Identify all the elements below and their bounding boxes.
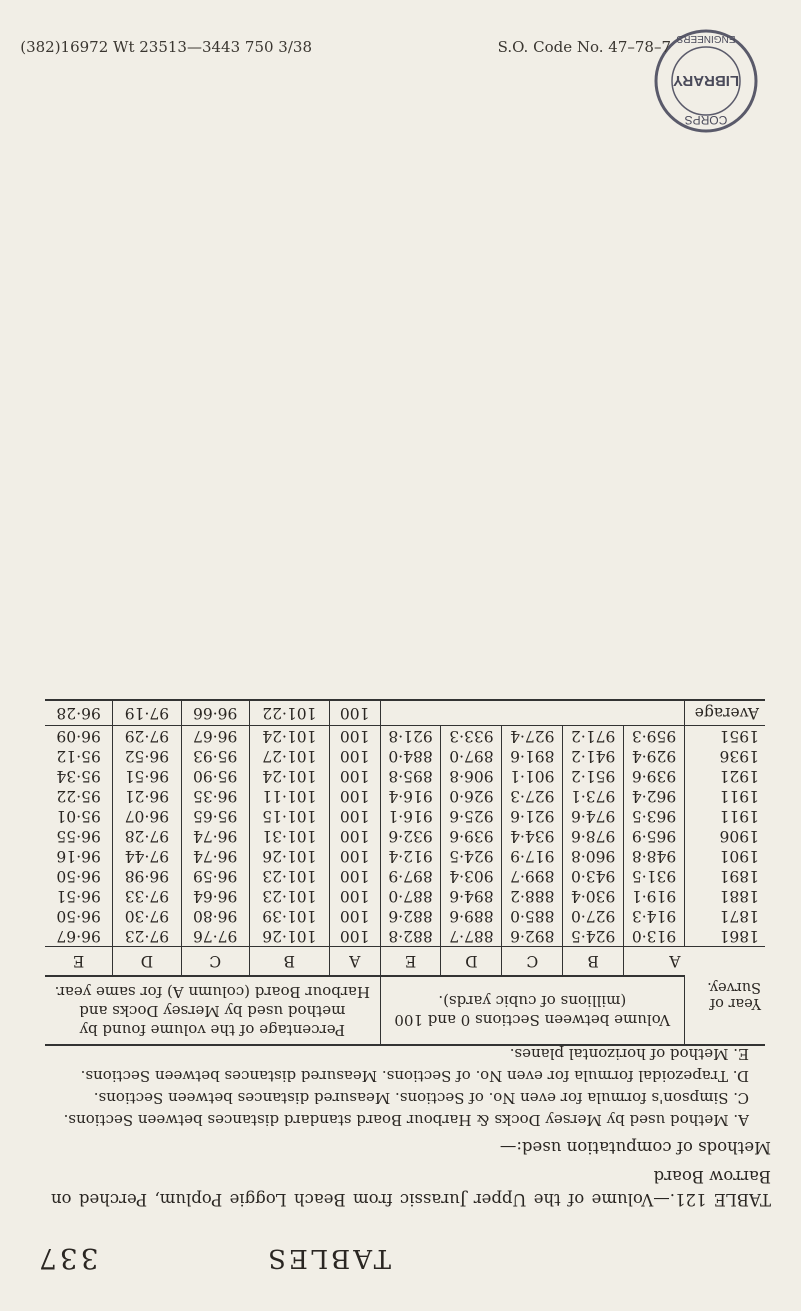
cell-volume: 887·7 <box>441 926 502 947</box>
method-e: E. Method of horizontal planes. <box>509 1045 749 1063</box>
cell-percent: 100 <box>329 866 380 886</box>
cell-volume: 926·0 <box>441 786 502 806</box>
cell-percent: 95·90 <box>181 766 249 786</box>
table-row <box>45 806 765 826</box>
cell-volume: 889·6 <box>441 906 502 926</box>
col-head-volume-c: C <box>502 947 563 977</box>
cell-percent: 96·09 <box>45 726 113 747</box>
cell-percent: 96·64 <box>181 886 249 906</box>
cell-percent: 96·51 <box>45 886 113 906</box>
cell-volume: 978·6 <box>563 826 624 846</box>
cell-percent: 100 <box>329 906 380 926</box>
cell-percent: 96·35 <box>181 786 249 806</box>
cell-volume: 888·2 <box>502 886 563 906</box>
cell-year: 1891 <box>719 867 759 885</box>
cell-percent: 95·22 <box>45 786 113 806</box>
cell-volume: 916·1 <box>380 806 441 826</box>
cell-year: 1921 <box>719 767 759 785</box>
cell-volume: 903·4 <box>441 866 502 886</box>
cell-year: 1911 <box>719 787 759 805</box>
cell-volume: 882·8 <box>380 926 441 947</box>
col-head-volume-d: D <box>441 947 502 977</box>
side-code: S.O. Code No. 47–78–7 <box>497 38 671 56</box>
col-head-volume-a: A <box>624 947 685 977</box>
cell-percent: 96·74 <box>181 826 249 846</box>
col-head-volume: Volume between Sections 0 and 100 (millions of cubic yards). <box>380 976 684 1045</box>
cell-percent: 101·23 <box>249 866 329 886</box>
cell-volume: 933·3 <box>441 726 502 747</box>
cell-volume: 965·9 <box>624 826 685 846</box>
cell-volume: 917·9 <box>502 846 563 866</box>
stamp-bottom-text: ENGINEERS <box>676 33 736 44</box>
cell-volume: 921·8 <box>380 726 441 747</box>
cell-percent: 101·27 <box>249 746 329 766</box>
cell-percent: 97·76 <box>181 926 249 947</box>
cell-percent: 97·44 <box>113 846 181 866</box>
cell-percent: 95·12 <box>45 746 113 766</box>
cell-volume: 894·6 <box>441 886 502 906</box>
cell-volume: 916·4 <box>380 786 441 806</box>
cell-volume: 901·1 <box>502 766 563 786</box>
average-blank <box>380 700 684 726</box>
cell-volume: 929·4 <box>624 746 685 766</box>
cell-percent: 97·23 <box>113 926 181 947</box>
cell-volume: 934·4 <box>502 826 563 846</box>
cell-volume: 963·5 <box>624 806 685 826</box>
col-head-volume-e: E <box>380 947 441 977</box>
cell-percent: 96·67 <box>181 726 249 747</box>
cell-volume: 914·3 <box>624 906 685 926</box>
table-row <box>45 786 765 806</box>
sub-header-row <box>45 947 765 977</box>
average-row <box>45 700 765 726</box>
cell-percent: 96·98 <box>113 866 181 886</box>
cell-percent: 100 <box>329 926 380 947</box>
cell-volume: 924·5 <box>563 926 624 947</box>
table-row <box>45 746 765 766</box>
method-c: C. Simpson's formula for even No. of Sections. Measured distances between Sections. <box>93 1089 749 1107</box>
page-number: 337 <box>36 1242 99 1275</box>
cell-volume: 884·0 <box>380 746 441 766</box>
cell-percent: 96·16 <box>45 846 113 866</box>
caption-methods-heading: Methods of computation used:— <box>499 1138 771 1157</box>
cell-percent: 100 <box>329 806 380 826</box>
cell-volume: 973·1 <box>563 786 624 806</box>
method-a: A. Method used by Mersey Docks & Harbour Board standard distances between Sections. <box>63 1111 749 1129</box>
caption-title: TABLE 121.—Volume of the Upper Jurassic from Beach Loggie Poplum, Perched on Barrow Board <box>51 1167 771 1209</box>
col-head-percent-c: C <box>181 947 249 977</box>
average-label: Average <box>684 700 765 726</box>
cell-percent: 100 <box>329 886 380 906</box>
cell-percent: 97·30 <box>113 906 181 926</box>
cell-percent: 101·11 <box>249 786 329 806</box>
col-head-percent-d: D <box>113 947 181 977</box>
cell-year: 1871 <box>719 907 759 925</box>
cell-average: 96·66 <box>181 700 249 726</box>
cell-percent: 100 <box>329 786 380 806</box>
cell-percent: 100 <box>329 746 380 766</box>
cell-percent: 95·01 <box>45 806 113 826</box>
cell-percent: 96·51 <box>113 766 181 786</box>
cell-average: 97·19 <box>113 700 181 726</box>
cell-percent: 96·67 <box>45 926 113 947</box>
table-row <box>45 726 765 747</box>
cell-volume: 943·0 <box>563 866 624 886</box>
cell-percent: 96·52 <box>113 746 181 766</box>
cell-percent: 101·15 <box>249 806 329 826</box>
method-d: D. Trapezoidal formula for even No. of Sections. Measured distances between Sections. <box>80 1067 749 1085</box>
cell-volume: 925·6 <box>441 806 502 826</box>
cell-volume: 959·3 <box>624 726 685 747</box>
cell-volume: 931·5 <box>624 866 685 886</box>
cell-percent: 101·31 <box>249 826 329 846</box>
cell-percent: 97·33 <box>113 886 181 906</box>
table-row <box>45 766 765 786</box>
cell-volume: 897·0 <box>441 746 502 766</box>
table-row <box>45 886 765 906</box>
cell-average: 96·28 <box>45 700 113 726</box>
cell-percent: 101·24 <box>249 726 329 747</box>
cell-percent: 100 <box>329 826 380 846</box>
cell-percent: 96·80 <box>181 906 249 926</box>
volume-table <box>45 699 765 1046</box>
cell-percent: 100 <box>329 766 380 786</box>
col-head-percent-e: E <box>45 947 113 977</box>
cell-volume: 960·8 <box>563 846 624 866</box>
cell-volume: 927·0 <box>563 906 624 926</box>
cell-percent: 96·59 <box>181 866 249 886</box>
cell-volume: 974·6 <box>563 806 624 826</box>
cell-volume: 913·0 <box>624 926 685 947</box>
cell-volume: 932·6 <box>380 826 441 846</box>
cell-percent: 97·28 <box>113 826 181 846</box>
cell-year: 1936 <box>719 747 759 765</box>
cell-percent: 96·50 <box>45 906 113 926</box>
cell-volume: 885·0 <box>502 906 563 926</box>
cell-average: 101·22 <box>249 700 329 726</box>
cell-percent: 95·93 <box>181 746 249 766</box>
cell-volume: 927·3 <box>502 786 563 806</box>
table-body <box>45 700 765 947</box>
col-head-percent: Percentage of the volume found by method used by Mersey Docks and Harbour Board (column A) for same year. <box>45 976 380 1045</box>
table-row <box>45 926 765 947</box>
cell-percent: 101·24 <box>249 766 329 786</box>
col-head-percent-a: A <box>329 947 380 977</box>
cell-average: 100 <box>329 700 380 726</box>
stamp-top-text: CORPS <box>684 113 728 127</box>
cell-volume: 906·8 <box>441 766 502 786</box>
cell-volume: 882·6 <box>380 906 441 926</box>
cell-percent: 96·50 <box>45 866 113 886</box>
cell-percent: 97·29 <box>113 726 181 747</box>
cell-percent: 96·07 <box>113 806 181 826</box>
cell-volume: 962·4 <box>624 786 685 806</box>
cell-percent: 101·23 <box>249 886 329 906</box>
col-head-year: Year of Survey. <box>684 947 765 1046</box>
cell-volume: 899·7 <box>502 866 563 886</box>
cell-volume: 948·8 <box>624 846 685 866</box>
table-row <box>45 866 765 886</box>
cell-percent: 95·34 <box>45 766 113 786</box>
cell-volume: 921·6 <box>502 806 563 826</box>
cell-volume: 897·9 <box>380 866 441 886</box>
cell-volume: 895·8 <box>380 766 441 786</box>
cell-volume: 939·6 <box>441 826 502 846</box>
cell-year: 1881 <box>719 887 759 905</box>
cell-volume: 927·4 <box>502 726 563 747</box>
stamp-mid-text: LIBRARY <box>672 72 740 89</box>
cell-percent: 95·65 <box>181 806 249 826</box>
col-head-percent-b: B <box>249 947 329 977</box>
table-row <box>45 906 765 926</box>
cell-percent: 100 <box>329 846 380 866</box>
cell-volume: 924·5 <box>441 846 502 866</box>
table-caption <box>51 1044 771 1211</box>
cell-percent: 96·55 <box>45 826 113 846</box>
cell-percent: 101·39 <box>249 906 329 926</box>
cell-volume: 951·2 <box>563 766 624 786</box>
table-row <box>45 846 765 866</box>
running-head: TABLES <box>265 1243 391 1273</box>
cell-volume: 919·1 <box>624 886 685 906</box>
cell-percent: 96·21 <box>113 786 181 806</box>
cell-year: 1861 <box>719 927 759 945</box>
cell-volume: 939·6 <box>624 766 685 786</box>
cell-percent: 96·74 <box>181 846 249 866</box>
cell-year: 1951 <box>719 727 759 745</box>
cell-volume: 892·6 <box>502 926 563 947</box>
cell-volume: 912·4 <box>380 846 441 866</box>
cell-volume: 941·2 <box>563 746 624 766</box>
cell-percent: 101·26 <box>249 926 329 947</box>
cell-year: 1911 <box>719 807 759 825</box>
cell-percent: 100 <box>329 726 380 747</box>
col-head-volume-b: B <box>563 947 624 977</box>
cell-percent: 101·26 <box>249 846 329 866</box>
table-row <box>45 826 765 846</box>
cell-volume: 891·6 <box>502 746 563 766</box>
cell-volume: 887·0 <box>380 886 441 906</box>
cell-volume: 930·4 <box>563 886 624 906</box>
cell-volume: 971·2 <box>563 726 624 747</box>
cell-year: 1906 <box>719 827 759 845</box>
print-line-text: (382)16972 Wt 23513—3443 750 3/38 <box>20 38 312 56</box>
cell-year: 1901 <box>719 847 759 865</box>
